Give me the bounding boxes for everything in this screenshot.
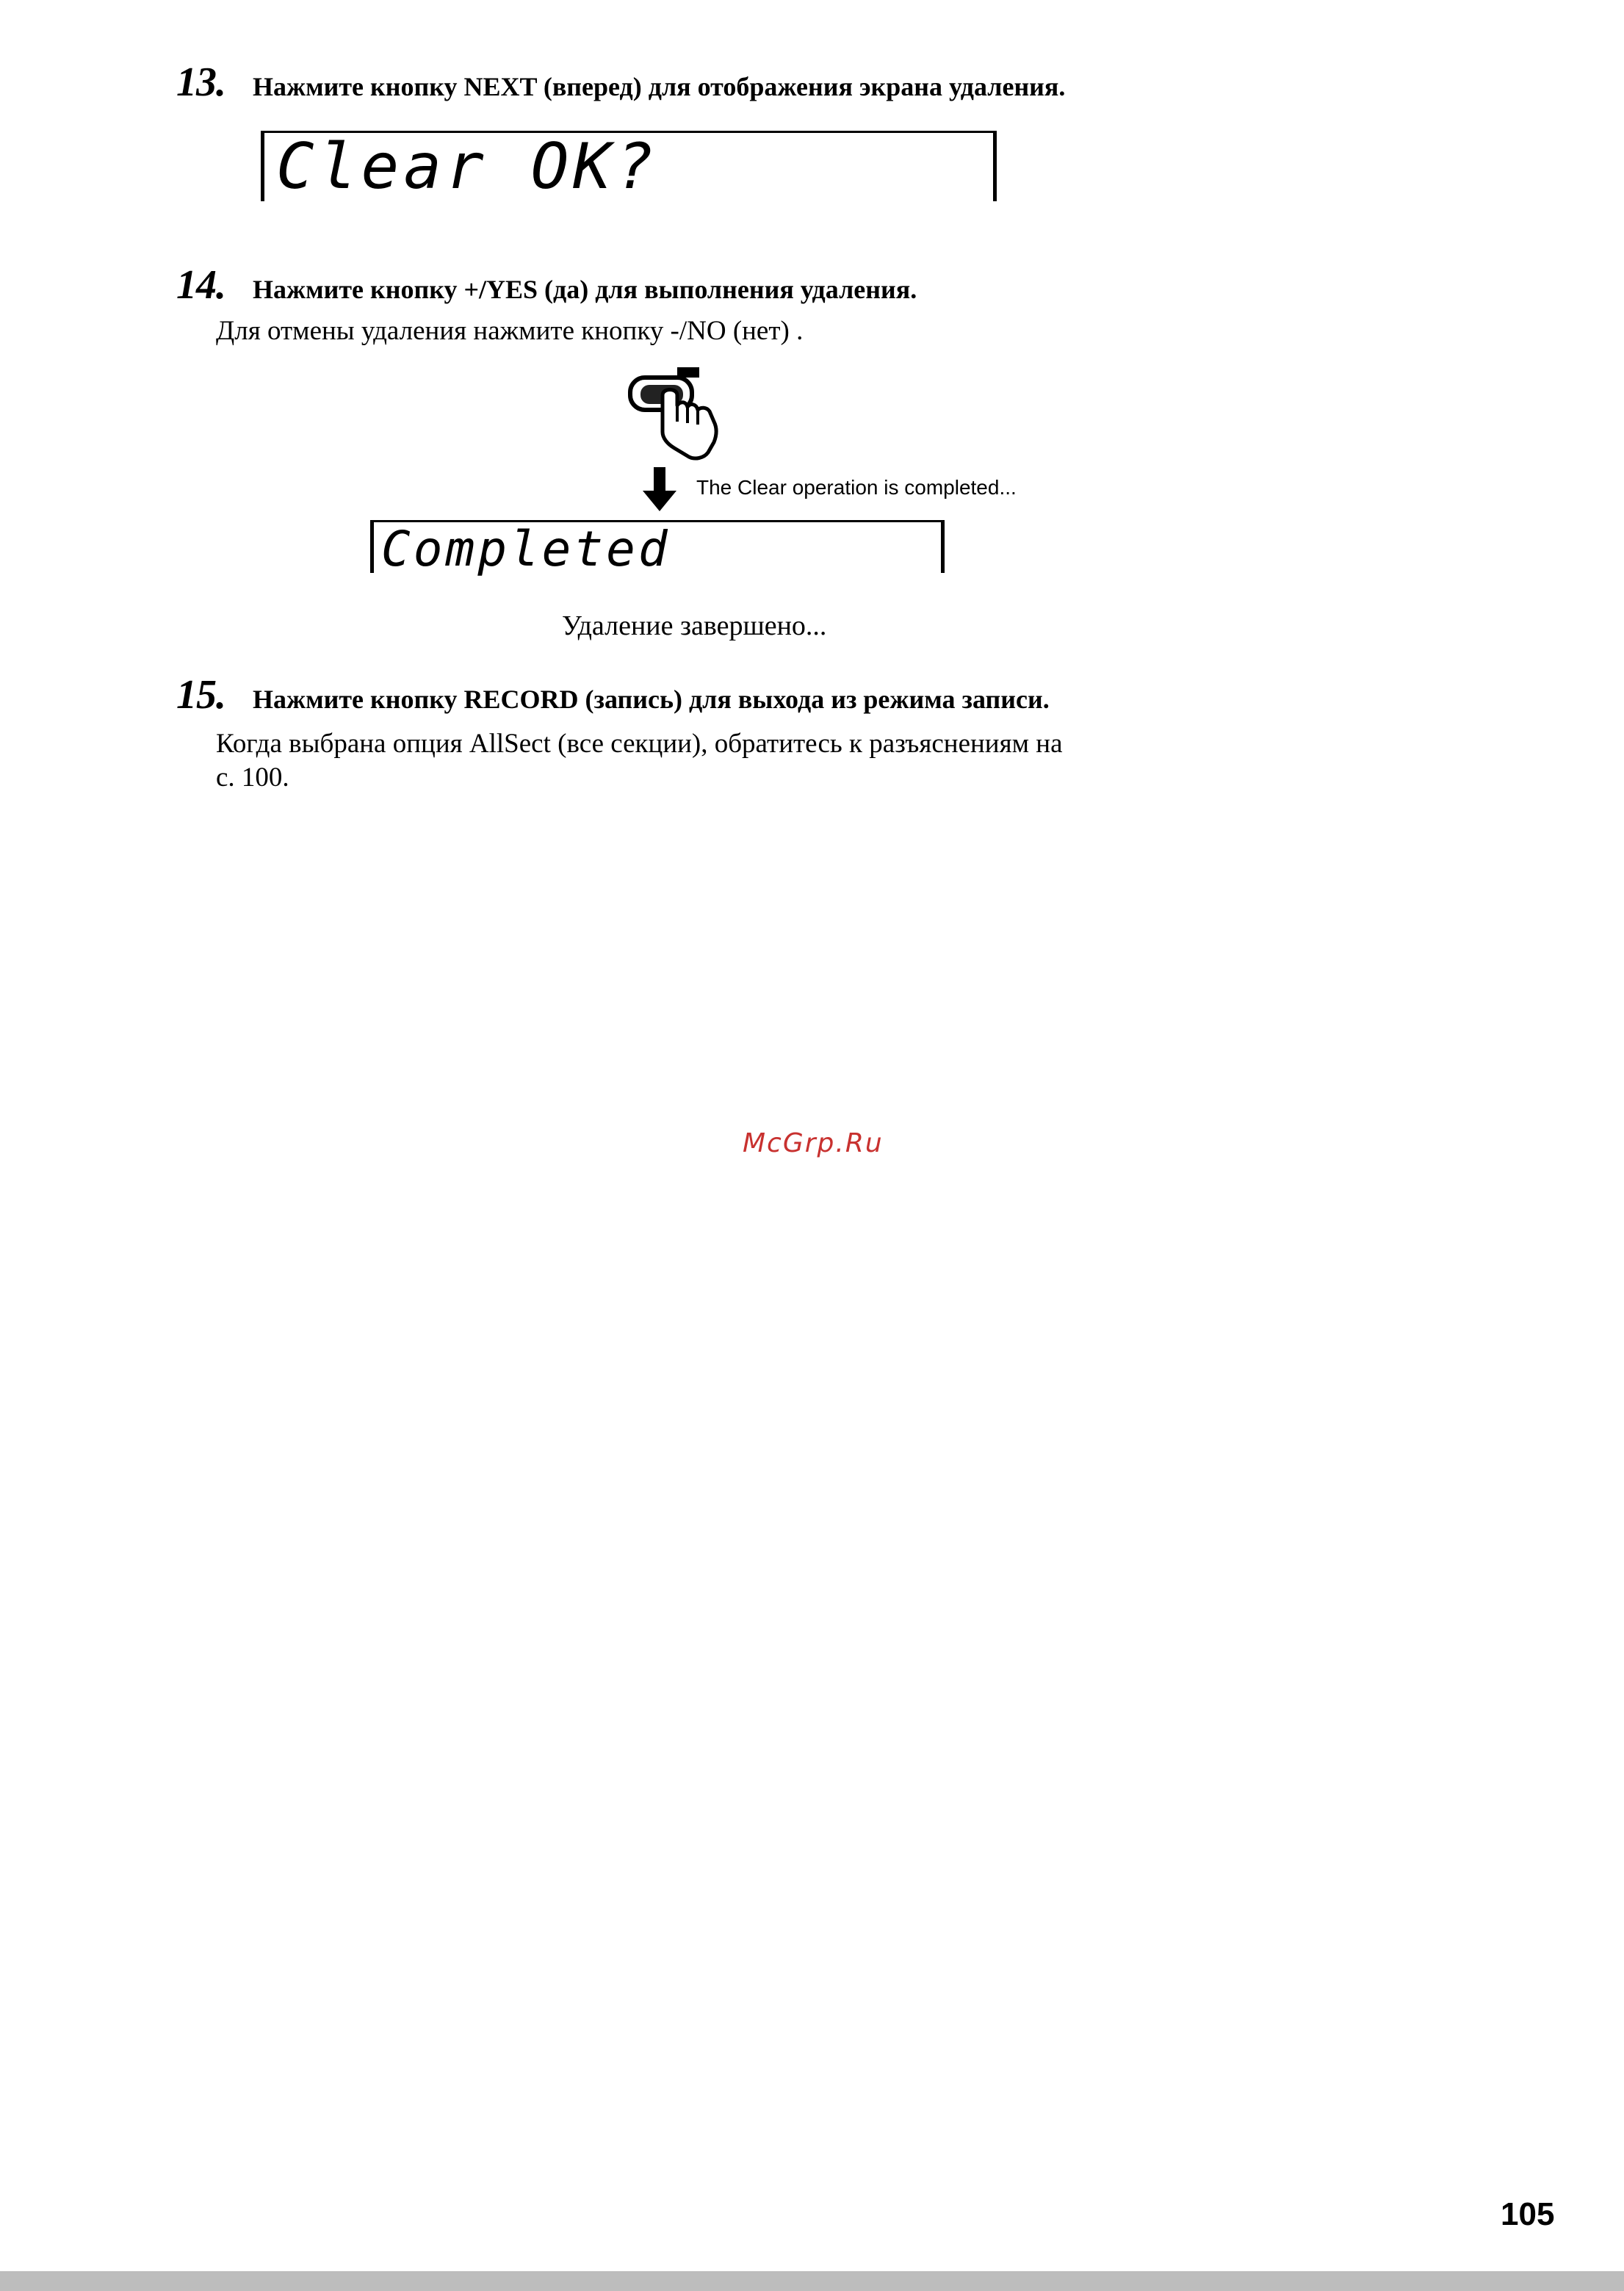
lcd-text: Clear OK? [276,130,658,203]
step-title: Нажмите кнопку +/YES (да) для выполнения удаления. [253,275,917,304]
step-13 [176,59,1065,106]
down-arrow-icon [641,467,678,513]
lcd-text: Completed [381,521,671,577]
completed-caption-ru: Удаление завершено... [562,610,827,641]
step-14 [176,261,917,309]
page-number: 105 [1501,2196,1555,2232]
step-number: 14. [176,262,225,308]
step-14-body: Для отмены удаления нажмите кнопку -/NO (нет) . [216,316,804,346]
watermark: McGrp.Ru [743,1128,884,1158]
hand-pressing-button-icon [624,361,735,464]
page-bottom-edge [0,2271,1624,2291]
step-title: Нажмите кнопку NEXT (вперед) для отображения экрана удаления. [253,72,1066,101]
lcd-display-clear-ok [261,131,997,201]
completed-caption-en: The Clear operation is completed... [696,476,1017,499]
step-number: 15. [176,672,225,718]
step-number: 13. [176,59,225,105]
step-15 [176,671,1050,718]
lcd-display-completed [370,520,945,577]
step-title: Нажмите кнопку RECORD (запись) для выхода из режима записи. [253,685,1050,714]
step-15-body-line-2: с. 100. [216,762,289,793]
step-15-body-line-1: Когда выбрана опция AllSect (все секции), обратитесь к разъяснениям на [216,729,1063,759]
